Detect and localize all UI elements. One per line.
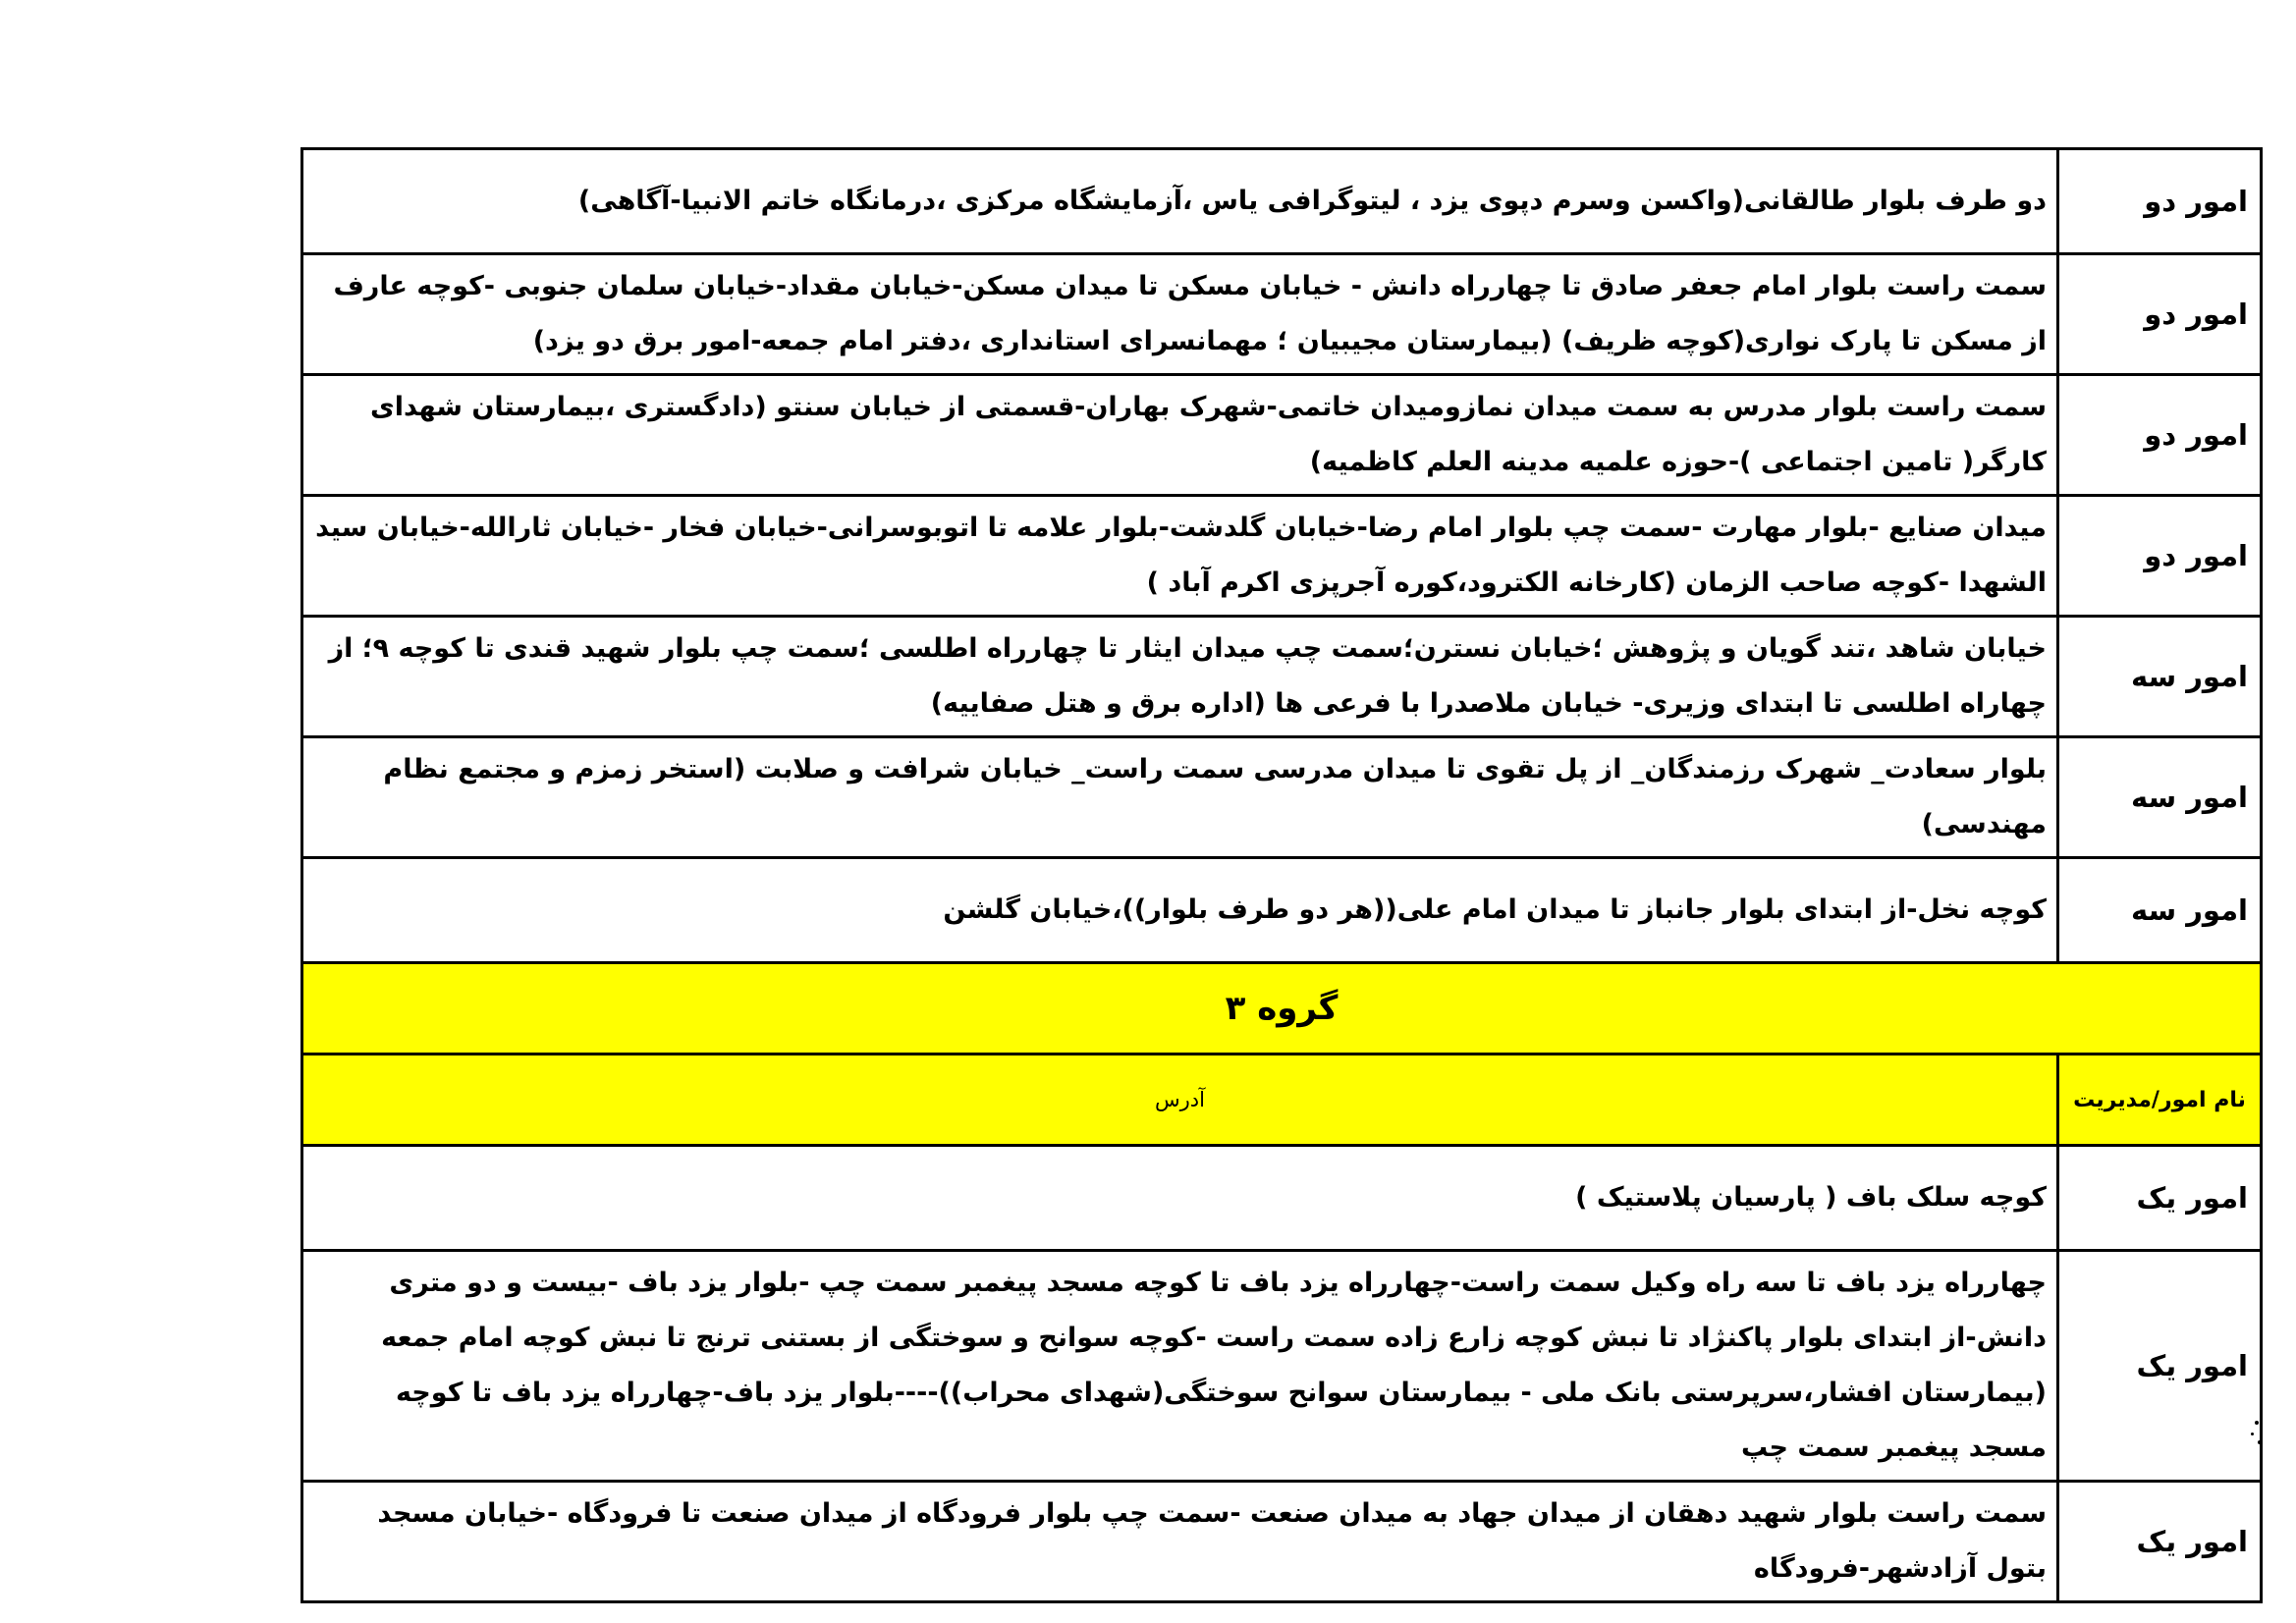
address-cell: چهارراه یزد باف تا سه راه وکیل سمت راست-چهارراه یزد باف تا کوچه مسجد پیغمبر سمت چپ -بلوار یزد باف -بیست و دو متری دانش-از ابتدای بلوار پاکنژاد تا نبش کوچه زارع زاده سمت راست -کوچه سوانح و سوختگی از بستنی ترنج تا نبش کوچه امام جمعه (بیمارستان افشار،سرپرستی بانک ملی - بیمارستان سوانح سوختگی(شهدای محراب))----بلوار یزد باف-چهارراه یزد باف تا کوچه مسجد پیغمبر سمت چپ [302, 1251, 2058, 1482]
dept-cell: امور دو [2058, 149, 2262, 254]
table-row [302, 737, 2262, 858]
table-row [302, 1251, 2262, 1482]
table-row [302, 496, 2262, 617]
dept-cell: امور سه [2058, 617, 2262, 737]
address-cell: خیابان شاهد ،تند گویان و پژوهش ؛خیابان نسترن؛سمت چپ میدان ایثار تا چهارراه اطلسی ؛سمت چپ بلوار شهید قندی تا کوچه ۹؛ از چهاراه اطلسی تا ابتدای وزیری- خیابان ملاصدرا با فرعی ها (اداره برق و هتل صفاییه) [302, 617, 2058, 737]
table-row [302, 375, 2262, 496]
address-cell: کوچه سلک باف ( پارسیان پلاستیک ) [302, 1146, 2058, 1251]
dept-cell: امور دو [2058, 375, 2262, 496]
table-row [302, 858, 2262, 963]
group-title-row [302, 963, 2262, 1055]
scan-specks [2249, 1419, 2269, 1448]
table-header-row [302, 1055, 2262, 1146]
dept-cell: امور یک [2058, 1482, 2262, 1602]
table-row [302, 617, 2262, 737]
outage-schedule-table [301, 147, 2263, 1603]
address-column-header: آدرس [302, 1055, 2058, 1146]
address-cell: سمت راست بلوار امام جعفر صادق تا چهارراه دانش - خیابان مسکن تا میدان مسکن-خیابان مقداد-خیابان سلمان جنوبی -کوچه عارف از مسکن تا پارک نواری(کوچه ظریف) (بیمارستان مجیبیان ؛ مهمانسرای استانداری ،دفتر امام جمعه-امور برق دو یزد) [302, 254, 2058, 375]
dept-cell: امور دو [2058, 254, 2262, 375]
group-title: گروه ۳ [302, 963, 2262, 1055]
address-cell: میدان صنایع -بلوار مهارت -سمت چپ بلوار امام رضا-خیابان گلدشت-بلوار علامه تا اتوبوسرانی-خیابان فخار -خیابان ثارالله-خیابان سید الشهدا -کوچه صاحب الزمان (کارخانه الکترود،کوره آجرپزی اکرم آباد ) [302, 496, 2058, 617]
dept-cell: امور سه [2058, 737, 2262, 858]
dept-cell: امور یک [2058, 1146, 2262, 1251]
table-row [302, 1482, 2262, 1602]
address-cell: دو طرف بلوار طالقانی(واکسن وسرم دپوی یزد ، لیتوگرافی یاس ،آزمایشگاه مرکزی ،درمانگاه خاتم الانبیا-آگاهی) [302, 149, 2058, 254]
dept-cell: امور یک [2058, 1251, 2262, 1482]
address-cell: کوچه نخل-از ابتدای بلوار جانباز تا میدان امام علی((هر دو طرف بلوار))،خیابان گلشن [302, 858, 2058, 963]
address-cell: سمت راست بلوار مدرس به سمت میدان نمازومیدان خاتمی-شهرک بهاران-قسمتی از خیابان سنتو (دادگستری ،بیمارستان شهدای کارگر( تامین اجتماعی )-حوزه علمیه مدینه العلم کاظمیه) [302, 375, 2058, 496]
dept-column-header: نام امور/مدیریت [2058, 1055, 2262, 1146]
table-row [302, 254, 2262, 375]
table-row [302, 1146, 2262, 1251]
address-cell: بلوار سعادت_ شهرک رزمندگان_ از پل تقوی تا میدان مدرسی سمت راست_ خیابان شرافت و صلابت (استخر زمزم و مجتمع نظام مهندسی) [302, 737, 2058, 858]
dept-cell: امور دو [2058, 496, 2262, 617]
table-row [302, 149, 2262, 254]
dept-cell: امور سه [2058, 858, 2262, 963]
address-cell: سمت راست بلوار شهید دهقان از میدان جهاد به میدان صنعت -سمت چپ بلوار فرودگاه از میدان صنعت تا فرودگاه -خیابان مسجد بتول آزادشهر-فرودگاه [302, 1482, 2058, 1602]
